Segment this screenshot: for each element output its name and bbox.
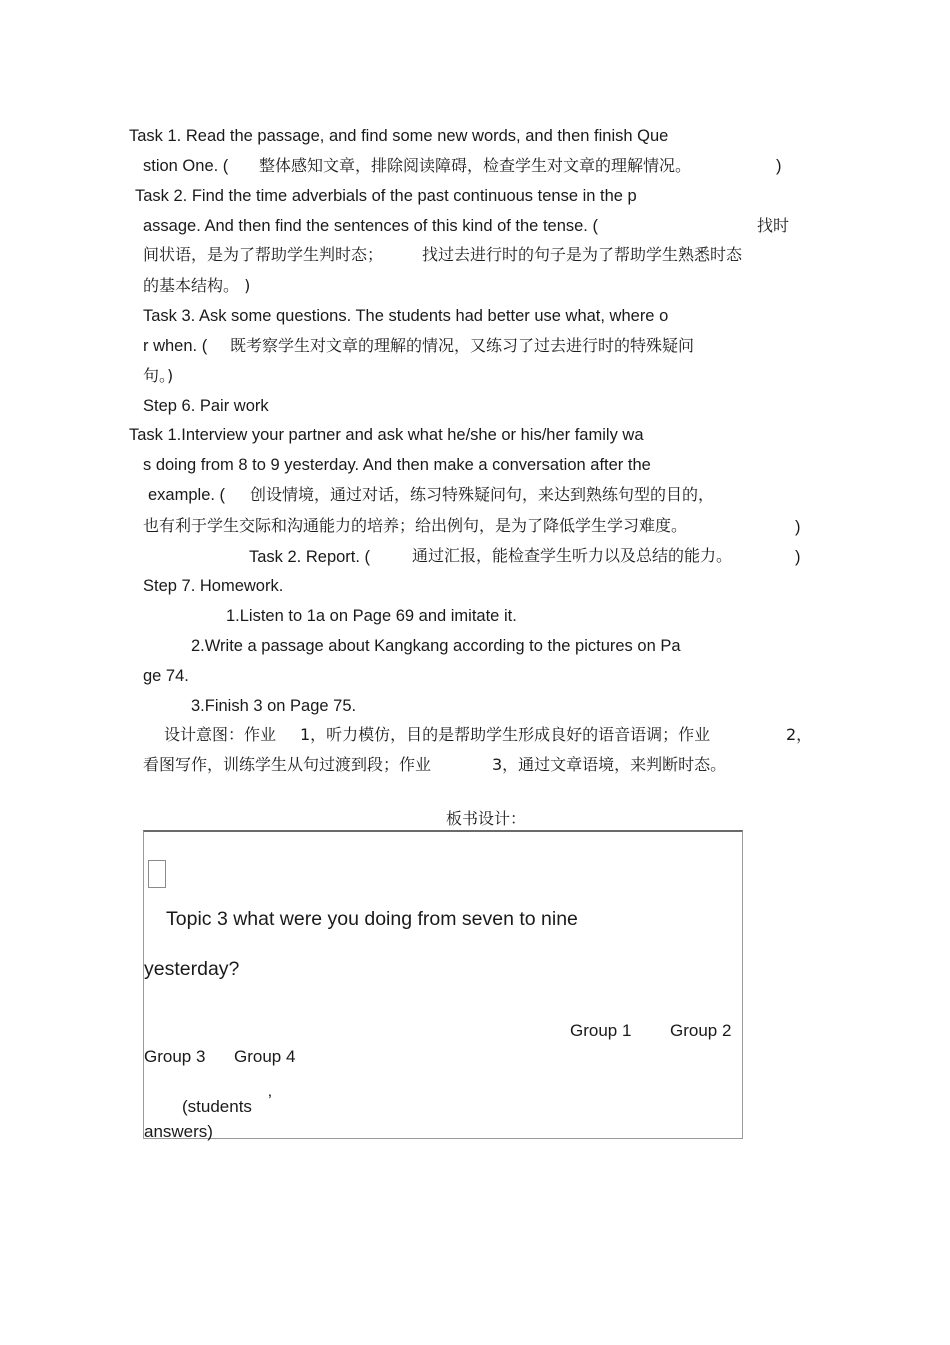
task2-note-line3: 的基本结构。 ): [143, 276, 251, 295]
homework-2-cont: ge 74.: [143, 667, 189, 685]
task2-note-start: 找时: [757, 216, 790, 235]
design-intent-num: 2，: [786, 725, 813, 744]
homework-1: 1.Listen to 1a on Page 69 and imitate it.: [226, 607, 517, 625]
task3-line1: Task 3. Ask some questions. The students had better use what, where o: [143, 307, 669, 325]
task1-line1: Task 1. Read the passage, and find some new words, and then finish Que: [129, 127, 669, 145]
board-topic-line2: yesterday?: [144, 958, 240, 980]
pair-task2-note: 通过汇报，能检查学生听力以及总结的能力。: [412, 546, 733, 565]
task2-line1: Task 2. Find the time adverbials of the past continuous tense in the p: [135, 187, 637, 205]
board-group1: Group 1: [570, 1021, 632, 1040]
pair-task1-note-line2: 也有利于学生交际和沟通能力的培养；给出例句，是为了降低学生学习难度。: [143, 516, 688, 535]
pair-task1-note: 创设情境，通过对话，练习特殊疑问句，来达到熟练句型的目的，: [250, 485, 715, 504]
pair-task1-line2: s doing from 8 to 9 yesterday. And then make a conversation after the: [143, 456, 651, 474]
pair-task2-close-paren: ): [795, 548, 801, 566]
task3-note-end: 句。): [143, 366, 174, 385]
task1-note: 整体感知文章，排除阅读障碍，检查学生对文章的理解情况。: [259, 156, 692, 175]
pair-task1-line3: example. (: [148, 486, 226, 504]
image-placeholder-icon: [148, 860, 166, 888]
design-intent-line2b: 3，通过文章语境，来判断时态。: [492, 755, 727, 774]
board-group4: Group 4: [234, 1047, 296, 1066]
board-group3: Group 3: [144, 1047, 206, 1066]
design-intent-line2a: 看图写作，训练学生从句过渡到段；作业: [143, 755, 432, 774]
pair-task1-close-paren: ): [795, 518, 801, 536]
design-intent-text: 1，听力模仿，目的是帮助学生形成良好的语音语调；作业: [300, 725, 711, 744]
step6-heading: Step 6. Pair work: [143, 397, 269, 415]
board-design-box: [143, 830, 743, 1139]
board-answers-line2: answers): [144, 1122, 213, 1141]
board-heading: 板书设计：: [446, 809, 527, 828]
homework-3: 3.Finish 3 on Page 75.: [191, 697, 357, 715]
task3-line2: r when. (: [143, 337, 208, 355]
step7-heading: Step 7. Homework.: [143, 577, 284, 595]
board-group2: Group 2: [670, 1021, 732, 1040]
task1-close-paren: ): [776, 157, 782, 175]
task2-note-line2b: 找过去进行时的句子是为了帮助学生熟悉时态: [422, 245, 743, 264]
task2-line2: assage. And then find the sentences of this kind of the tense. (: [143, 217, 598, 235]
board-topic-line1: Topic 3 what were you doing from seven to nine: [166, 908, 578, 930]
design-intent-label: 设计意图：作业: [164, 725, 277, 744]
task3-note: 既考察学生对文章的理解的情况，又练习了过去进行时的特殊疑问: [230, 336, 695, 355]
board-answers-line1: (students: [182, 1097, 252, 1116]
pair-task1-line1: Task 1.Interview your partner and ask what he/she or his/her family wa: [129, 426, 644, 444]
board-apostrophe: ’: [268, 1091, 272, 1110]
task1-line2: stion One. (: [143, 157, 229, 175]
pair-task2: Task 2. Report. (: [249, 548, 371, 566]
homework-2: 2.Write a passage about Kangkang according to the pictures on Pa: [191, 637, 681, 655]
task2-note-line2a: 间状语，是为了帮助学生判时态；: [143, 245, 384, 264]
